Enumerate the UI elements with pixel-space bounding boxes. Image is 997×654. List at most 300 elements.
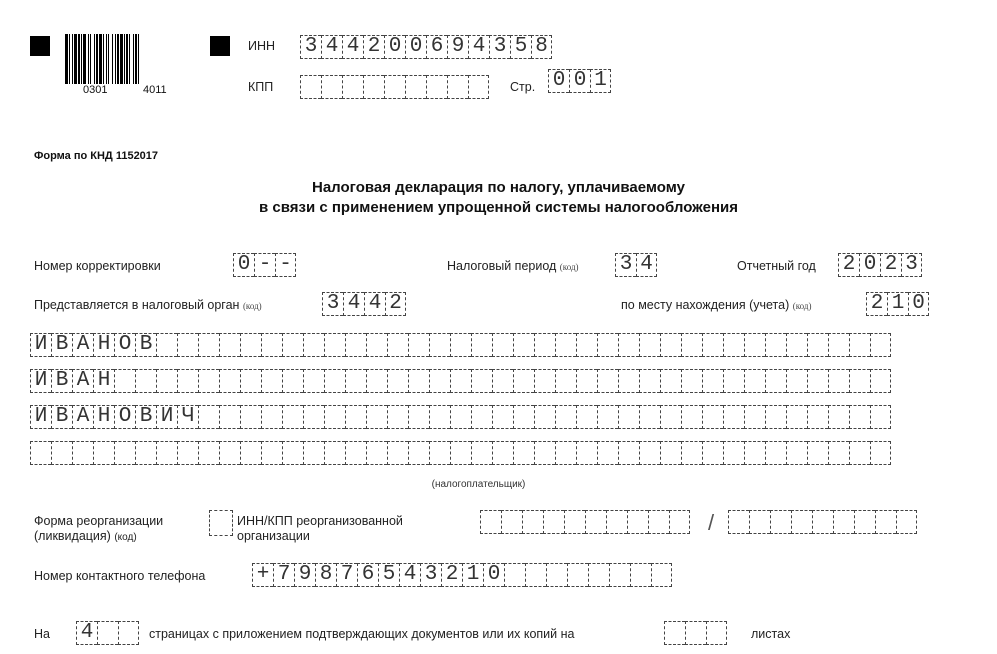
digit-cell[interactable]: [849, 369, 870, 393]
digit-cell[interactable]: [471, 441, 492, 465]
digit-cell[interactable]: 0: [405, 35, 426, 59]
digit-cell[interactable]: [282, 369, 303, 393]
digit-cell[interactable]: [597, 441, 618, 465]
digit-cell[interactable]: [765, 333, 786, 357]
tax-authority-code: (код): [242, 301, 262, 311]
digit-cell[interactable]: [744, 333, 765, 357]
digit-cell[interactable]: [303, 441, 324, 465]
reorg-inn-kpp-label: [237, 514, 403, 544]
form-code: Форма по КНД 1152017: [34, 150, 159, 162]
digit-cell[interactable]: [702, 441, 723, 465]
digit-cell[interactable]: [744, 369, 765, 393]
digit-cell[interactable]: [366, 369, 387, 393]
sheets-count-field[interactable]: [664, 621, 727, 645]
digit-cell[interactable]: [345, 369, 366, 393]
digit-cell[interactable]: [177, 333, 198, 357]
correction-label: Номер корректировки: [34, 259, 161, 273]
digit-cell[interactable]: 1: [462, 563, 483, 587]
digit-cell[interactable]: [555, 333, 576, 357]
phone-field[interactable]: [252, 563, 672, 587]
digit-cell[interactable]: [765, 441, 786, 465]
digit-cell[interactable]: [450, 441, 471, 465]
digit-cell[interactable]: В: [51, 405, 72, 429]
digit-cell[interactable]: [387, 333, 408, 357]
digit-cell[interactable]: [702, 405, 723, 429]
digit-cell[interactable]: [219, 369, 240, 393]
digit-cell[interactable]: [324, 369, 345, 393]
digit-cell[interactable]: [240, 333, 261, 357]
digit-cell[interactable]: [240, 441, 261, 465]
digit-cell[interactable]: 4: [364, 292, 385, 316]
digit-cell[interactable]: [384, 75, 405, 99]
digit-cell[interactable]: 3: [901, 253, 922, 277]
digit-cell[interactable]: [156, 369, 177, 393]
digit-cell[interactable]: 4: [399, 563, 420, 587]
digit-cell[interactable]: [405, 75, 426, 99]
digit-cell[interactable]: [114, 369, 135, 393]
digit-cell[interactable]: [723, 405, 744, 429]
digit-cell[interactable]: [282, 441, 303, 465]
digit-cell[interactable]: [342, 75, 363, 99]
digit-cell[interactable]: В: [51, 369, 72, 393]
inn-label: ИНН: [248, 39, 276, 53]
digit-cell[interactable]: [429, 441, 450, 465]
digit-cell[interactable]: [366, 405, 387, 429]
digit-cell[interactable]: [828, 441, 849, 465]
digit-cell[interactable]: [492, 333, 513, 357]
tax-period-label-text: Налоговый период: [447, 259, 557, 273]
reorg-label-line2: (ликвидация): [34, 529, 111, 543]
page-title-line1: Налоговая декларация по налогу, уплачиваемому: [312, 179, 685, 196]
digit-cell[interactable]: 9: [294, 563, 315, 587]
digit-cell[interactable]: [786, 441, 807, 465]
digit-cell[interactable]: 0: [483, 563, 504, 587]
inn-field[interactable]: [300, 35, 552, 59]
digit-cell[interactable]: [219, 333, 240, 357]
digit-cell[interactable]: [135, 369, 156, 393]
digit-cell[interactable]: В: [135, 405, 156, 429]
digit-cell[interactable]: [426, 75, 447, 99]
digit-cell[interactable]: [588, 563, 609, 587]
page-title-line2: в связи с применением упрощенной системы налогообложения: [259, 199, 738, 216]
digit-cell[interactable]: [177, 441, 198, 465]
digit-cell[interactable]: [261, 369, 282, 393]
digit-cell[interactable]: 0: [908, 292, 929, 316]
digit-cell[interactable]: [765, 405, 786, 429]
digit-cell[interactable]: [807, 441, 828, 465]
reorg-inn-kpp-label-line1: ИНН/КПП реорганизованной: [237, 514, 403, 528]
digit-cell[interactable]: [513, 441, 534, 465]
digit-cell[interactable]: [875, 510, 896, 534]
tax-authority-label: [34, 298, 262, 312]
digit-cell[interactable]: [429, 333, 450, 357]
digit-cell[interactable]: [324, 405, 345, 429]
digit-cell[interactable]: [468, 75, 489, 99]
digit-cell[interactable]: [723, 441, 744, 465]
digit-cell[interactable]: [534, 441, 555, 465]
digit-cell[interactable]: [576, 333, 597, 357]
digit-cell[interactable]: [807, 405, 828, 429]
digit-cell[interactable]: [114, 441, 135, 465]
digit-cell[interactable]: 5: [378, 563, 399, 587]
digit-cell[interactable]: [240, 369, 261, 393]
digit-cell[interactable]: [387, 441, 408, 465]
digit-cell[interactable]: [597, 333, 618, 357]
reorg-code: (код): [114, 532, 137, 543]
digit-cell[interactable]: [597, 369, 618, 393]
digit-cell[interactable]: В: [51, 333, 72, 357]
digit-cell[interactable]: [303, 369, 324, 393]
kpp-label: КПП: [248, 80, 274, 94]
digit-cell[interactable]: [681, 333, 702, 357]
digit-cell[interactable]: [618, 441, 639, 465]
digit-cell[interactable]: [786, 369, 807, 393]
digit-cell[interactable]: 3: [420, 563, 441, 587]
digit-cell[interactable]: [702, 333, 723, 357]
digit-cell[interactable]: [744, 405, 765, 429]
digit-cell[interactable]: [543, 510, 564, 534]
digit-cell[interactable]: [471, 369, 492, 393]
digit-cell[interactable]: [408, 441, 429, 465]
digit-cell[interactable]: [345, 441, 366, 465]
digit-cell[interactable]: Ч: [177, 405, 198, 429]
digit-cell[interactable]: [177, 369, 198, 393]
digit-cell[interactable]: [345, 405, 366, 429]
digit-cell[interactable]: [300, 75, 321, 99]
digit-cell[interactable]: 0: [233, 253, 254, 277]
digit-cell[interactable]: [240, 405, 261, 429]
digit-cell[interactable]: В: [135, 333, 156, 357]
digit-cell[interactable]: [896, 510, 917, 534]
digit-cell[interactable]: [828, 333, 849, 357]
tax-authority-label-text: Представляется в налоговый орган: [34, 298, 240, 312]
digit-cell[interactable]: [849, 405, 870, 429]
digit-cell[interactable]: 2: [880, 253, 901, 277]
taxpayer-caption: (налогоплательщик): [431, 479, 526, 490]
digit-cell[interactable]: 2: [363, 35, 384, 59]
digit-cell[interactable]: [828, 369, 849, 393]
digit-cell[interactable]: [72, 441, 93, 465]
digit-cell[interactable]: [660, 405, 681, 429]
digit-cell[interactable]: [156, 441, 177, 465]
digit-cell[interactable]: [450, 405, 471, 429]
digit-cell[interactable]: О: [114, 405, 135, 429]
digit-cell[interactable]: [534, 405, 555, 429]
digit-cell[interactable]: Н: [93, 333, 114, 357]
digit-cell[interactable]: [324, 333, 345, 357]
digit-cell[interactable]: [261, 441, 282, 465]
digit-cell[interactable]: 4: [76, 621, 97, 645]
digit-cell[interactable]: [513, 405, 534, 429]
digit-cell[interactable]: [648, 510, 669, 534]
report-year-label: Отчетный год: [737, 259, 816, 273]
digit-cell[interactable]: О: [114, 333, 135, 357]
location-code: (код): [792, 301, 812, 311]
digit-cell[interactable]: 9: [447, 35, 468, 59]
digit-cell[interactable]: [198, 405, 219, 429]
digit-cell[interactable]: [447, 75, 468, 99]
tax-period-code: (код): [559, 262, 579, 272]
digit-cell[interactable]: 4: [321, 35, 342, 59]
location-field[interactable]: [866, 292, 929, 316]
digit-cell[interactable]: [30, 441, 51, 465]
digit-cell[interactable]: [870, 441, 891, 465]
digit-cell[interactable]: [618, 333, 639, 357]
digit-cell[interactable]: [728, 510, 749, 534]
location-label: [621, 298, 811, 312]
digit-cell[interactable]: [828, 405, 849, 429]
digit-cell[interactable]: 2: [385, 292, 406, 316]
digit-cell[interactable]: [567, 563, 588, 587]
digit-cell[interactable]: [812, 510, 833, 534]
digit-cell[interactable]: [786, 405, 807, 429]
digit-cell[interactable]: [706, 621, 727, 645]
digit-cell[interactable]: 4: [343, 292, 364, 316]
tax-period-label: [447, 259, 579, 273]
digit-cell[interactable]: [597, 405, 618, 429]
digit-cell[interactable]: [450, 333, 471, 357]
digit-cell[interactable]: [849, 441, 870, 465]
digit-cell[interactable]: 7: [273, 563, 294, 587]
digit-cell[interactable]: [97, 621, 118, 645]
reorg-inn-field[interactable]: [480, 510, 690, 534]
digit-cell[interactable]: [639, 405, 660, 429]
digit-cell[interactable]: И: [156, 405, 177, 429]
digit-cell[interactable]: 4: [342, 35, 363, 59]
digit-cell[interactable]: 0: [859, 253, 880, 277]
digit-cell[interactable]: [681, 369, 702, 393]
digit-cell[interactable]: 4: [468, 35, 489, 59]
digit-cell[interactable]: [261, 333, 282, 357]
digit-cell[interactable]: [606, 510, 627, 534]
taxpayer-row-3[interactable]: [30, 405, 891, 429]
digit-cell[interactable]: [513, 333, 534, 357]
correction-field[interactable]: [233, 253, 296, 277]
digit-cell[interactable]: А: [72, 333, 93, 357]
digit-cell[interactable]: [345, 333, 366, 357]
taxpayer-row-1[interactable]: [30, 333, 891, 357]
digit-cell[interactable]: [669, 510, 690, 534]
digit-cell[interactable]: [303, 333, 324, 357]
digit-cell[interactable]: [282, 405, 303, 429]
digit-cell[interactable]: Н: [93, 369, 114, 393]
digit-cell[interactable]: 2: [866, 292, 887, 316]
digit-cell[interactable]: 0: [569, 69, 590, 93]
digit-cell[interactable]: [770, 510, 791, 534]
pages-middle-text: страницах с приложением подтверждающих документов или их копий на: [149, 627, 575, 641]
tax-authority-field[interactable]: [322, 292, 406, 316]
pages-count-field[interactable]: [76, 621, 139, 645]
digit-cell[interactable]: [387, 405, 408, 429]
digit-cell[interactable]: [660, 369, 681, 393]
digit-cell[interactable]: [480, 510, 501, 534]
digit-cell[interactable]: [681, 405, 702, 429]
digit-cell[interactable]: [135, 441, 156, 465]
digit-cell[interactable]: [525, 563, 546, 587]
digit-cell[interactable]: 2: [441, 563, 462, 587]
reorg-kpp-field[interactable]: [728, 510, 917, 534]
digit-cell[interactable]: 3: [615, 253, 636, 277]
digit-cell[interactable]: [156, 333, 177, 357]
digit-cell[interactable]: [576, 405, 597, 429]
digit-cell[interactable]: [93, 441, 114, 465]
digit-cell[interactable]: А: [72, 369, 93, 393]
digit-cell[interactable]: 2: [838, 253, 859, 277]
digit-cell[interactable]: [534, 369, 555, 393]
digit-cell[interactable]: [749, 510, 770, 534]
report-year-field[interactable]: [838, 253, 922, 277]
digit-cell[interactable]: 8: [315, 563, 336, 587]
digit-cell[interactable]: 8: [531, 35, 552, 59]
digit-cell[interactable]: И: [30, 405, 51, 429]
digit-cell[interactable]: [501, 510, 522, 534]
digit-cell[interactable]: [639, 333, 660, 357]
digit-cell[interactable]: 6: [357, 563, 378, 587]
digit-cell[interactable]: [870, 333, 891, 357]
digit-cell[interactable]: [219, 405, 240, 429]
digit-cell[interactable]: [198, 333, 219, 357]
registration-mark-right: [210, 36, 230, 56]
digit-cell[interactable]: [618, 405, 639, 429]
digit-cell[interactable]: [555, 441, 576, 465]
digit-cell[interactable]: 5: [510, 35, 531, 59]
digit-cell[interactable]: [198, 369, 219, 393]
digit-cell[interactable]: [627, 510, 648, 534]
digit-cell[interactable]: [854, 510, 875, 534]
barcode-number-right: 4011: [143, 84, 167, 96]
digit-cell[interactable]: [702, 369, 723, 393]
digit-cell[interactable]: 0: [548, 69, 569, 93]
digit-cell[interactable]: 1: [887, 292, 908, 316]
digit-cell[interactable]: [492, 369, 513, 393]
digit-cell[interactable]: [492, 441, 513, 465]
digit-cell[interactable]: [849, 333, 870, 357]
digit-cell[interactable]: [387, 369, 408, 393]
digit-cell[interactable]: [765, 369, 786, 393]
reorg-label-line1: Форма реорганизации: [34, 514, 164, 528]
digit-cell[interactable]: И: [30, 369, 51, 393]
digit-cell[interactable]: [118, 621, 139, 645]
digit-cell[interactable]: [681, 441, 702, 465]
reorg-label-line2-wrap: [34, 529, 163, 545]
digit-cell[interactable]: [870, 369, 891, 393]
digit-cell[interactable]: [408, 369, 429, 393]
digit-cell[interactable]: [555, 369, 576, 393]
barcode-number-left: 0301: [83, 84, 108, 96]
digit-cell[interactable]: [576, 441, 597, 465]
page-number-field[interactable]: [548, 69, 611, 93]
digit-cell[interactable]: [363, 75, 384, 99]
digit-cell[interactable]: [555, 405, 576, 429]
digit-cell[interactable]: [522, 510, 543, 534]
pages-suffix: листах: [751, 627, 791, 641]
digit-cell[interactable]: 7: [336, 563, 357, 587]
digit-cell[interactable]: -: [275, 253, 296, 277]
digit-cell[interactable]: [303, 405, 324, 429]
digit-cell[interactable]: [534, 333, 555, 357]
digit-cell[interactable]: [807, 369, 828, 393]
digit-cell[interactable]: [585, 510, 606, 534]
digit-cell[interactable]: [408, 333, 429, 357]
digit-cell[interactable]: 6: [426, 35, 447, 59]
digit-cell[interactable]: [651, 563, 672, 587]
digit-cell[interactable]: [321, 75, 342, 99]
digit-cell[interactable]: 0: [384, 35, 405, 59]
digit-cell[interactable]: [366, 441, 387, 465]
digit-cell[interactable]: [744, 441, 765, 465]
digit-cell[interactable]: +: [252, 563, 273, 587]
digit-cell[interactable]: [660, 333, 681, 357]
digit-cell[interactable]: 3: [322, 292, 343, 316]
digit-cell[interactable]: Н: [93, 405, 114, 429]
digit-cell[interactable]: [471, 333, 492, 357]
digit-cell[interactable]: [219, 441, 240, 465]
digit-cell[interactable]: [324, 441, 345, 465]
digit-cell[interactable]: [639, 369, 660, 393]
barcode-icon: [63, 34, 199, 84]
digit-cell[interactable]: [630, 563, 651, 587]
reorg-form-field[interactable]: [209, 510, 233, 536]
digit-cell[interactable]: [723, 333, 744, 357]
digit-cell[interactable]: А: [72, 405, 93, 429]
digit-cell[interactable]: [51, 441, 72, 465]
digit-cell[interactable]: [492, 405, 513, 429]
digit-cell[interactable]: [261, 405, 282, 429]
digit-cell[interactable]: [833, 510, 854, 534]
digit-cell[interactable]: [429, 369, 450, 393]
kpp-field[interactable]: [300, 75, 489, 99]
digit-cell[interactable]: [660, 441, 681, 465]
digit-cell[interactable]: [513, 369, 534, 393]
digit-cell[interactable]: [870, 405, 891, 429]
taxpayer-row-4[interactable]: [30, 441, 891, 465]
reorg-separator: /: [708, 510, 715, 535]
digit-cell[interactable]: [564, 510, 585, 534]
digit-cell[interactable]: И: [30, 333, 51, 357]
digit-cell[interactable]: [807, 333, 828, 357]
digit-cell[interactable]: [429, 405, 450, 429]
digit-cell[interactable]: [685, 621, 706, 645]
digit-cell[interactable]: [723, 369, 744, 393]
digit-cell[interactable]: [504, 563, 525, 587]
digit-cell[interactable]: [576, 369, 597, 393]
pages-prefix: На: [34, 627, 50, 641]
digit-cell[interactable]: [408, 405, 429, 429]
digit-cell[interactable]: 3: [489, 35, 510, 59]
reorg-label: [34, 514, 163, 545]
taxpayer-row-2[interactable]: [30, 369, 891, 393]
digit-cell[interactable]: [618, 369, 639, 393]
digit-cell[interactable]: [609, 563, 630, 587]
digit-cell[interactable]: [791, 510, 812, 534]
digit-cell[interactable]: [664, 621, 685, 645]
digit-cell[interactable]: [198, 441, 219, 465]
tax-period-field[interactable]: [615, 253, 657, 277]
digit-cell[interactable]: [786, 333, 807, 357]
digit-cell[interactable]: [471, 405, 492, 429]
registration-mark-left: [30, 36, 50, 56]
digit-cell[interactable]: [450, 369, 471, 393]
digit-cell[interactable]: [282, 333, 303, 357]
digit-cell[interactable]: 3: [300, 35, 321, 59]
digit-cell[interactable]: [366, 333, 387, 357]
digit-cell[interactable]: 1: [590, 69, 611, 93]
digit-cell[interactable]: -: [254, 253, 275, 277]
digit-cell[interactable]: [639, 441, 660, 465]
digit-cell[interactable]: [546, 563, 567, 587]
digit-cell[interactable]: 4: [636, 253, 657, 277]
phone-label: Номер контактного телефона: [34, 569, 206, 583]
